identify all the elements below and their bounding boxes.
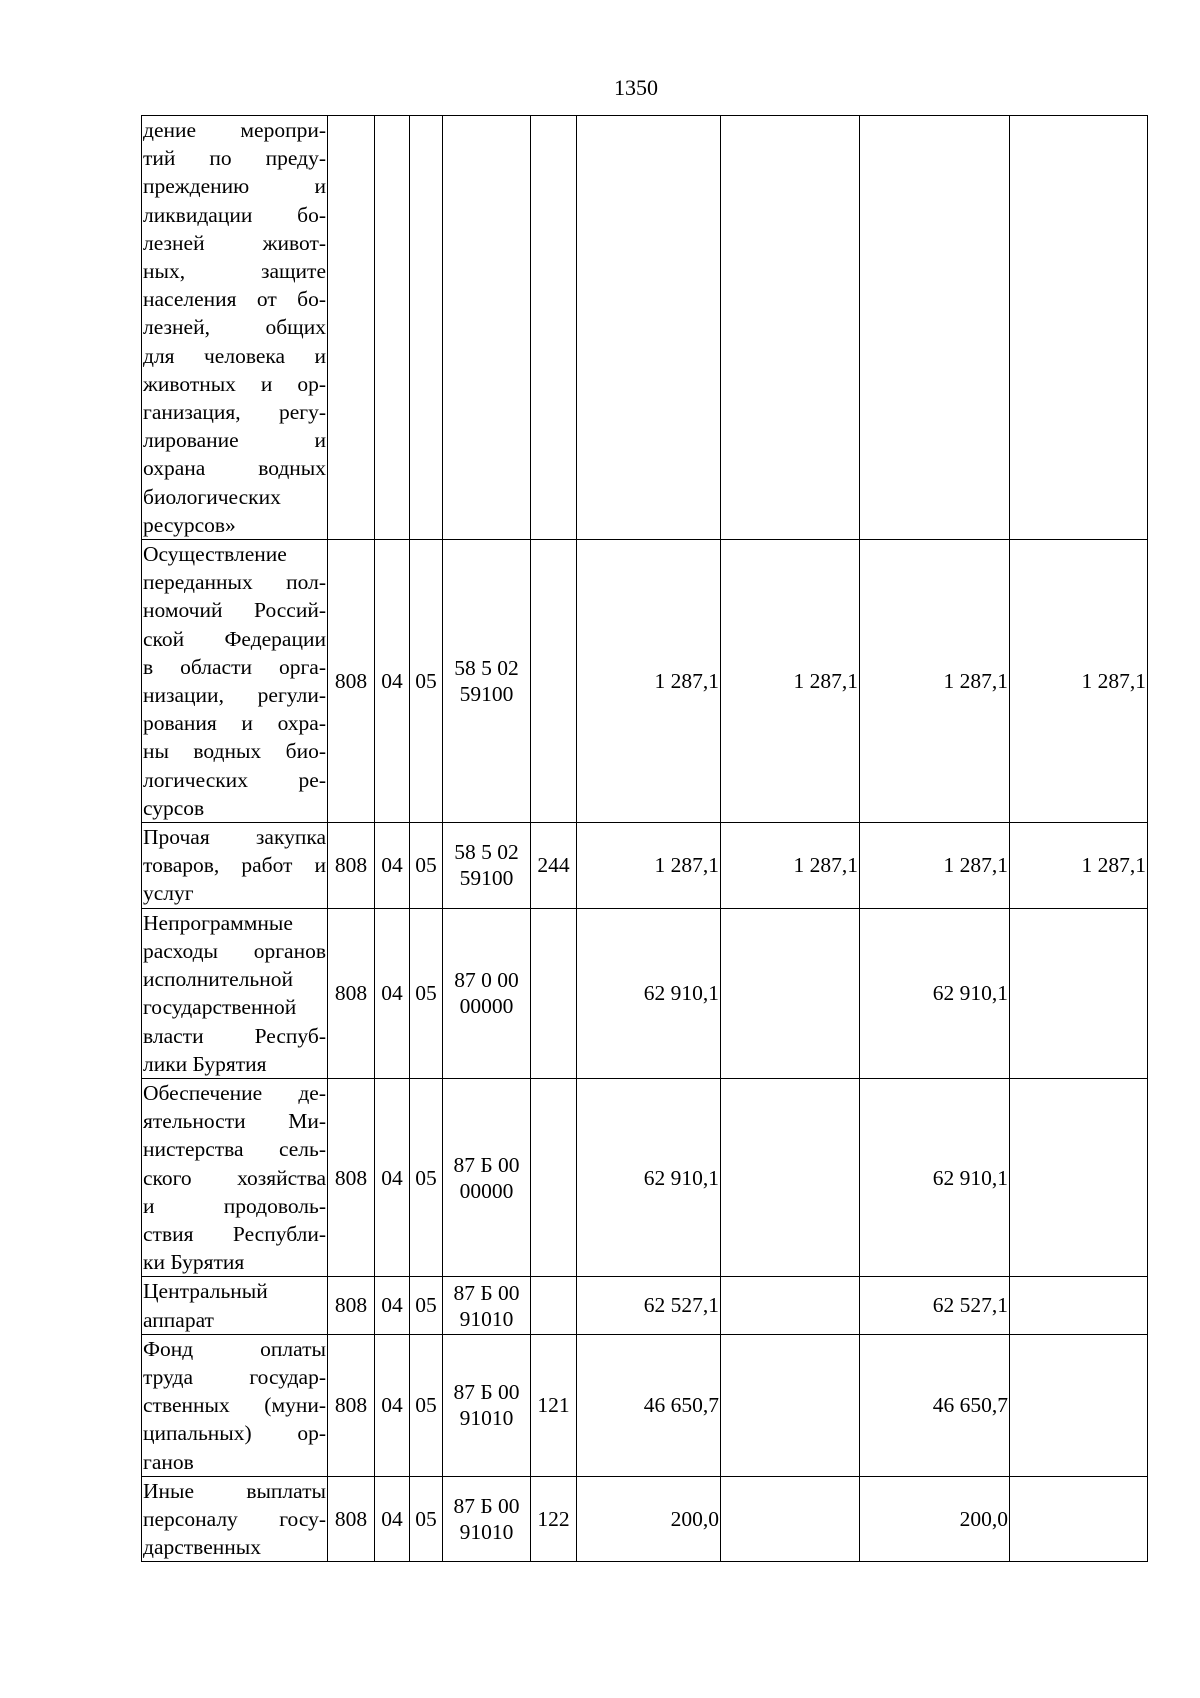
pr-cell: 05 bbox=[410, 540, 443, 823]
table-row bbox=[142, 823, 1148, 909]
ved-cell: 808 bbox=[328, 908, 375, 1078]
item-name-cell bbox=[142, 823, 328, 909]
amount-cell-3 bbox=[860, 116, 1010, 540]
vr-cell bbox=[531, 116, 577, 540]
amount-cell-4 bbox=[1010, 1476, 1148, 1562]
amount-cell-2: 1 287,1 bbox=[721, 823, 860, 909]
amount-cell-2: 1 287,1 bbox=[721, 540, 860, 823]
item-name-line: ганизация, регу- bbox=[143, 400, 326, 425]
item-name-cell bbox=[142, 540, 328, 823]
amount-cell-4 bbox=[1010, 908, 1148, 1078]
table-row bbox=[142, 1476, 1148, 1562]
amount-cell-4 bbox=[1010, 116, 1148, 540]
rz-cell: 04 bbox=[375, 1476, 410, 1562]
rz-cell: 04 bbox=[375, 1277, 410, 1334]
rz-cell: 04 bbox=[375, 823, 410, 909]
table-row bbox=[142, 1078, 1148, 1276]
item-name-line: для человека и bbox=[143, 343, 326, 368]
ved-cell: 808 bbox=[328, 1334, 375, 1476]
amount-cell-2 bbox=[721, 1476, 860, 1562]
item-name-line: ятельности Ми- bbox=[143, 1109, 326, 1134]
item-name-line: аппарат bbox=[143, 1307, 214, 1332]
item-name-line: персоналу госу- bbox=[143, 1506, 326, 1531]
pr-cell: 05 bbox=[410, 1277, 443, 1334]
item-name-line: сурсов bbox=[143, 795, 205, 820]
ved-cell: 808 bbox=[328, 540, 375, 823]
item-name-line: в области орга- bbox=[143, 654, 326, 679]
amount-cell-1: 1 287,1 bbox=[577, 540, 721, 823]
amount-cell-3: 46 650,7 bbox=[860, 1334, 1010, 1476]
item-name-line: лезней, общих bbox=[143, 315, 326, 340]
pr-cell: 05 bbox=[410, 908, 443, 1078]
amount-cell-2 bbox=[721, 908, 860, 1078]
amount-cell-2 bbox=[721, 1334, 860, 1476]
item-name-line: Обеспечение де- bbox=[143, 1080, 326, 1105]
item-name-line: Прочая закупка bbox=[143, 825, 326, 850]
amount-cell-3: 62 910,1 bbox=[860, 1078, 1010, 1276]
vr-cell: 122 bbox=[531, 1476, 577, 1562]
amount-cell-2 bbox=[721, 1277, 860, 1334]
csr-cell: 87 0 00 00000 bbox=[443, 908, 531, 1078]
item-name-cell bbox=[142, 1476, 328, 1562]
csr-cell bbox=[443, 116, 531, 540]
item-name-line: лезней живот- bbox=[143, 230, 326, 255]
item-name-line: рования и охра- bbox=[143, 711, 326, 736]
item-name-line: Иные выплаты bbox=[143, 1478, 326, 1503]
item-name-line: нистерства сель- bbox=[143, 1137, 326, 1162]
csr-cell: 58 5 02 59100 bbox=[443, 540, 531, 823]
budget-table bbox=[141, 115, 1148, 1562]
amount-cell-1: 62 910,1 bbox=[577, 1078, 721, 1276]
amount-cell-4 bbox=[1010, 1277, 1148, 1334]
item-name-line: ственных (муни- bbox=[143, 1393, 326, 1418]
item-name-cell bbox=[142, 1277, 328, 1334]
item-name-line: животных и ор- bbox=[143, 371, 326, 396]
vr-cell: 244 bbox=[531, 823, 577, 909]
item-name-line: ской Федерации bbox=[143, 626, 326, 651]
item-name-cell bbox=[142, 116, 328, 540]
amount-cell-3: 1 287,1 bbox=[860, 540, 1010, 823]
amount-cell-1: 1 287,1 bbox=[577, 823, 721, 909]
rz-cell: 04 bbox=[375, 1078, 410, 1276]
ved-cell: 808 bbox=[328, 823, 375, 909]
amount-cell-2 bbox=[721, 116, 860, 540]
amount-cell-4: 1 287,1 bbox=[1010, 823, 1148, 909]
rz-cell: 04 bbox=[375, 1334, 410, 1476]
csr-cell: 87 Б 00 91010 bbox=[443, 1334, 531, 1476]
pr-cell: 05 bbox=[410, 823, 443, 909]
rz-cell bbox=[375, 116, 410, 540]
item-name-line: лирование и bbox=[143, 428, 326, 453]
amount-cell-1: 200,0 bbox=[577, 1476, 721, 1562]
item-name-line: тий по преду- bbox=[143, 146, 326, 171]
pr-cell: 05 bbox=[410, 1476, 443, 1562]
amount-cell-4: 1 287,1 bbox=[1010, 540, 1148, 823]
item-name-line: биологических bbox=[143, 484, 281, 509]
vr-cell bbox=[531, 1078, 577, 1276]
item-name-line: номочий Россий- bbox=[143, 598, 326, 623]
csr-cell: 87 Б 00 91010 bbox=[443, 1277, 531, 1334]
csr-cell: 87 Б 00 91010 bbox=[443, 1476, 531, 1562]
table-row bbox=[142, 116, 1148, 540]
item-name-line: ны водных био- bbox=[143, 739, 326, 764]
vr-cell bbox=[531, 908, 577, 1078]
amount-cell-1 bbox=[577, 116, 721, 540]
pr-cell: 05 bbox=[410, 1334, 443, 1476]
item-name-cell bbox=[142, 1078, 328, 1276]
item-name-line: Центральный bbox=[143, 1279, 268, 1304]
item-name-line: ципальных) ор- bbox=[143, 1421, 326, 1446]
amount-cell-2 bbox=[721, 1078, 860, 1276]
table-row bbox=[142, 1277, 1148, 1334]
item-name-line: Осуществление bbox=[143, 542, 287, 567]
amount-cell-4 bbox=[1010, 1078, 1148, 1276]
item-name-cell bbox=[142, 1334, 328, 1476]
amount-cell-1: 46 650,7 bbox=[577, 1334, 721, 1476]
item-name-line: дение меропри- bbox=[143, 118, 326, 142]
ved-cell: 808 bbox=[328, 1277, 375, 1334]
item-name-line: ганов bbox=[143, 1449, 194, 1474]
item-name-line: ского хозяйства bbox=[143, 1165, 326, 1190]
vr-cell bbox=[531, 540, 577, 823]
page-number: 1350 bbox=[614, 75, 658, 100]
item-name-line: ных, защите bbox=[143, 259, 326, 284]
item-name-line: лики Бурятия bbox=[143, 1051, 267, 1076]
amount-cell-4 bbox=[1010, 1334, 1148, 1476]
csr-cell: 58 5 02 59100 bbox=[443, 823, 531, 909]
amount-cell-3: 200,0 bbox=[860, 1476, 1010, 1562]
amount-cell-1: 62 527,1 bbox=[577, 1277, 721, 1334]
table-row bbox=[142, 908, 1148, 1078]
pr-cell bbox=[410, 116, 443, 540]
item-name-line: преждению и bbox=[143, 174, 326, 199]
table-row bbox=[142, 540, 1148, 823]
item-name-line: власти Респуб- bbox=[143, 1023, 326, 1048]
item-name-line: расходы органов bbox=[143, 938, 326, 963]
ved-cell: 808 bbox=[328, 1078, 375, 1276]
ved-cell: 808 bbox=[328, 1476, 375, 1562]
item-name-line: Непрограммные bbox=[143, 910, 293, 935]
rz-cell: 04 bbox=[375, 908, 410, 1078]
vr-cell: 121 bbox=[531, 1334, 577, 1476]
table-row bbox=[142, 1334, 1148, 1476]
pr-cell: 05 bbox=[410, 1078, 443, 1276]
item-name-line: населения от бо- bbox=[143, 287, 326, 312]
amount-cell-1: 62 910,1 bbox=[577, 908, 721, 1078]
item-name-line: труда государ- bbox=[143, 1364, 326, 1389]
amount-cell-3: 1 287,1 bbox=[860, 823, 1010, 909]
item-name-line: логических ре- bbox=[143, 767, 326, 792]
item-name-line: услуг bbox=[143, 881, 194, 906]
amount-cell-3: 62 527,1 bbox=[860, 1277, 1010, 1334]
item-name-line: исполнительной bbox=[143, 967, 293, 992]
item-name-line: товаров, работ и bbox=[143, 853, 326, 878]
item-name-line: государственной bbox=[143, 995, 297, 1020]
item-name-line: дарственных bbox=[143, 1535, 261, 1560]
amount-cell-3: 62 910,1 bbox=[860, 908, 1010, 1078]
item-name-line: переданных пол- bbox=[143, 570, 326, 595]
item-name-line: низации, регули- bbox=[143, 683, 326, 708]
rz-cell: 04 bbox=[375, 540, 410, 823]
item-name-cell bbox=[142, 908, 328, 1078]
vr-cell bbox=[531, 1277, 577, 1334]
item-name-line: ки Бурятия bbox=[143, 1250, 245, 1275]
item-name-line: ликвидации бо- bbox=[143, 202, 326, 227]
csr-cell: 87 Б 00 00000 bbox=[443, 1078, 531, 1276]
item-name-line: ствия Республи- bbox=[143, 1221, 326, 1246]
item-name-line: Фонд оплаты bbox=[143, 1336, 326, 1361]
item-name-line: ресурсов» bbox=[143, 512, 236, 537]
ved-cell bbox=[328, 116, 375, 540]
item-name-line: охрана водных bbox=[143, 456, 326, 481]
item-name-line: и продоволь- bbox=[143, 1193, 326, 1218]
